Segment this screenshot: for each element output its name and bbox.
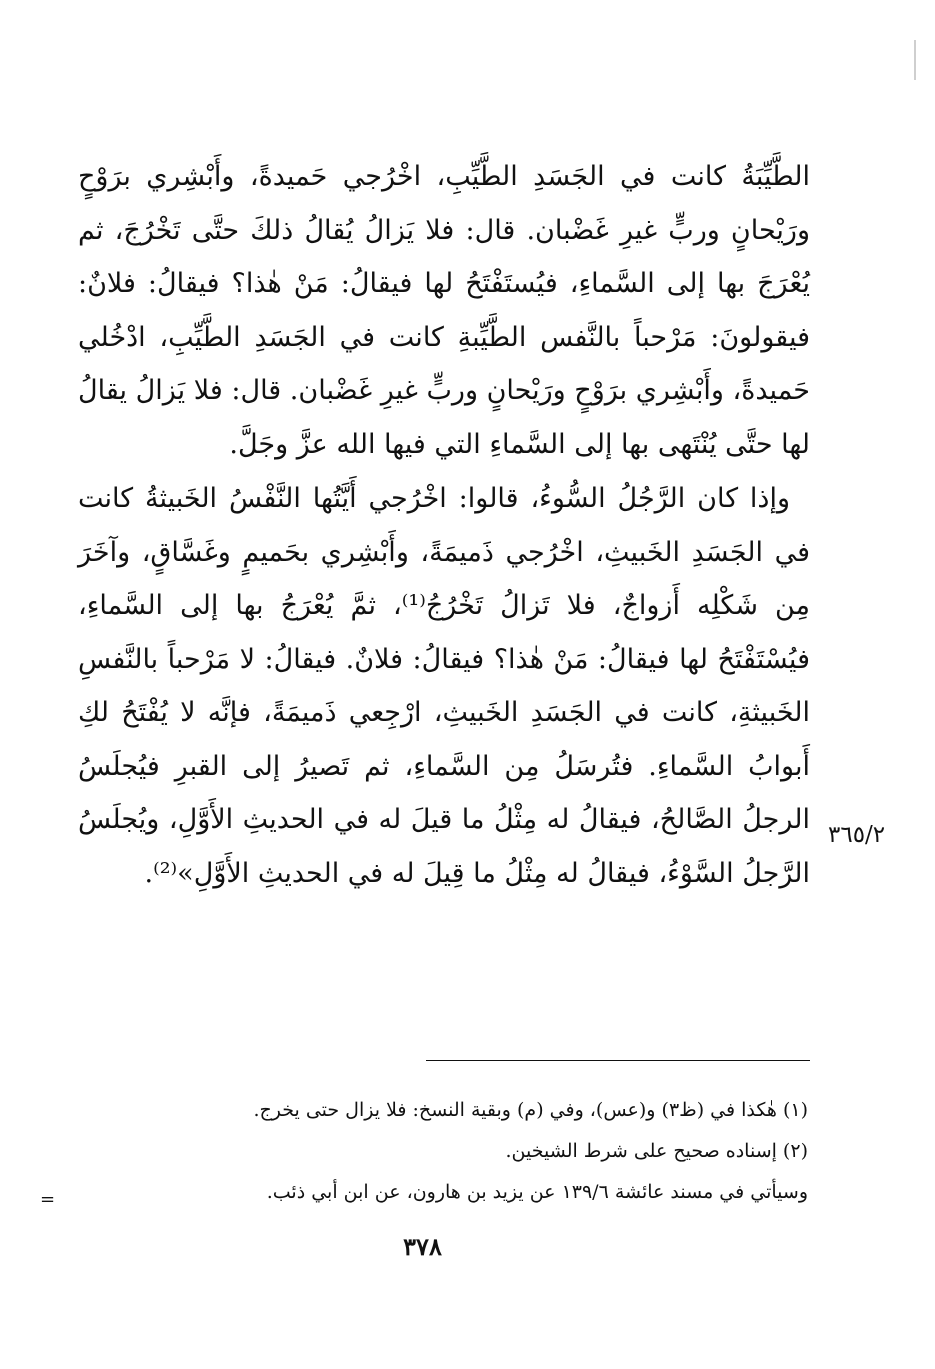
main-text	[78, 150, 810, 900]
footnotes	[78, 1090, 808, 1213]
footnote-separator	[426, 1060, 810, 1061]
footnote-1: (١) هٰكذا في (ظ٣) و(عس)، وفي (م) وبقية النسخ: فلا يزال حتى يخرج.	[253, 1099, 808, 1121]
margin-volume-page-reference: ٣٦٥/٢	[828, 822, 886, 848]
footnote-continuation-mark: =	[40, 1189, 56, 1210]
paragraph-1: الطَّيِّبَةُ كانت في الجَسَدِ الطَّيِّبِ، اخْرُجي حَميدةً، وأَبْشِري برَوْحٍ ورَيْحانٍ وربٍّ غيرِ غَضْبان. قال: فلا يَزالُ يُقالُ ذلكَ حتَّى تَخْرُجَ، ثم يُعْرَجَ بها إلى السَّماءِ، فيُستَفْتَحُ لها فيقالُ: مَنْ هٰذا؟ فيقالُ: فلانٌ: فيقولونَ: مَرْحباً بالنَّفس الطَّيِّبةِ كانت في الجَسَدِ الطَّيِّبِ، ادْخُلي حَميدةً، وأَبْشِري برَوْحٍ ورَيْحانٍ وربٍّ غيرِ غَضْبان. قال: فلا يَزالُ يقالُ لها حتَّى يُنْتَهى بها إلى السَّماءِ التي فيها الله عزَّ وجَلَّ.	[78, 161, 810, 460]
scan-edge-mark	[914, 40, 916, 80]
footnote-2: (٢) إسناده صحيح على شرط الشيخين.	[505, 1140, 808, 1162]
footnote-2-continuation: وسيأتي في مسند عائشة ١٣٩/٦ عن يزيد بن هارون، عن ابن أبي ذئب.	[266, 1181, 808, 1203]
page-number: ٣٧٨	[403, 1232, 442, 1261]
paragraph-2: وإذا كان الرَّجُلُ السُّوءُ، قالوا: اخْرُجي أَيَّتُها النَّفْسُ الخَبيثةُ كانت في الجَسَدِ الخَبيثِ، اخْرُجي ذَميمَةً، وأَبْشِري بحَميمٍ وغَسَّاقٍ، وآخَرَ مِن شَكْلِه أَزواجٌ، فلا تَزالُ تَخْرُجُ⁽¹⁾، ثمَّ يُعْرَجُ بها إلى السَّماءِ، فيُسْتَفْتَحُ لها فيقالُ: مَنْ هٰذا؟ فيقالُ: فلانٌ. فيقالُ: لا مَرْحباً بالنَّفسِ الخَبيثةِ، كانت في الجَسَدِ الخَبيثِ، ارْجِعي ذَميمَةً، فإنَّه لا يُفْتَحُ لكِ أَبوابُ السَّماءِ. فتُرسَلُ مِن السَّماءِ، ثم تَصيرُ إلى القبرِ فيُجلَسُ الرجلُ الصَّالحُ، فيقالُ له مِثْلُ ما قيلَ له في الحديثِ الأَوَّلِ، ويُجلَسُ الرَّجلُ السَّوْءُ، فيقالُ له مِثْلُ ما قِيلَ له في الحديثِ الأَوَّلِ»⁽²⁾.	[78, 483, 810, 889]
